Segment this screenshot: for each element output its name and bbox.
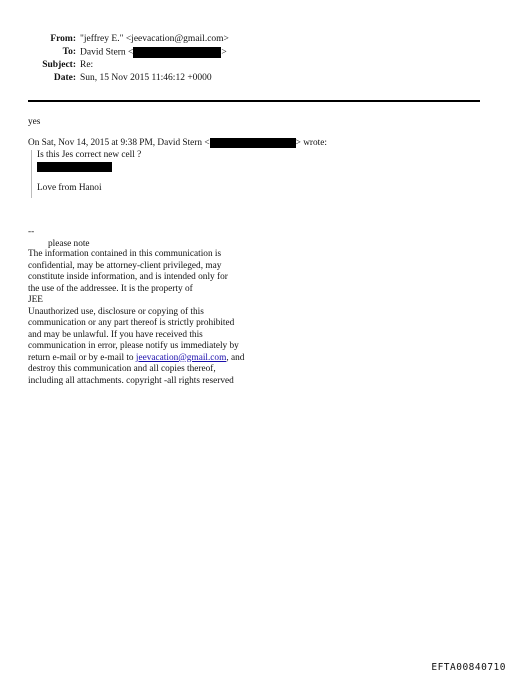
- disclaimer-line: JEE: [28, 295, 43, 305]
- date-label: Date:: [53, 73, 76, 83]
- disclaimer-line: communication in error, please notify us immediately by: [28, 341, 239, 351]
- disclaimer-link-prefix: return e-mail or by e-mail to: [28, 352, 136, 363]
- email-link[interactable]: jeevacation@gmail.com: [135, 352, 227, 363]
- quoted-line: Is this Jes correct new cell ?: [37, 150, 142, 160]
- please-note: please note: [48, 239, 90, 249]
- date-value: Sun, 15 Nov 2015 11:46:12 +0000: [80, 73, 212, 83]
- quote-intro: [28, 138, 327, 148]
- to-label: To:: [62, 47, 76, 57]
- quoted-signoff: Love from Hanoi: [37, 183, 102, 193]
- to-value-suffix: >: [221, 47, 227, 58]
- disclaimer-line: destroy this communication and all copies thereof,: [28, 364, 216, 374]
- redaction-block: [133, 47, 221, 58]
- document-id: EFTA00840710: [431, 662, 506, 673]
- disclaimer-line: the use of the addressee. It is the property of: [28, 283, 193, 294]
- from-label: From:: [50, 34, 76, 44]
- disclaimer-line: Unauthorized use, disclosure or copying of this: [28, 306, 204, 317]
- signature-separator: --: [28, 227, 35, 237]
- from-value: "jeffrey E." <jeevacation@gmail.com>: [80, 34, 229, 44]
- disclaimer-line: confidential, may be attorney-client privileged, may: [28, 260, 222, 271]
- quote-intro-suffix: > wrote:: [295, 138, 327, 149]
- subject-label: Subject:: [42, 60, 76, 70]
- reply-text: yes: [28, 117, 41, 127]
- redaction-block: [210, 138, 296, 148]
- disclaimer: [28, 249, 244, 387]
- quote-bar: [31, 150, 32, 198]
- redaction-block: [37, 162, 112, 172]
- subject-value: Re:: [80, 60, 94, 70]
- disclaimer-line: The information contained in this communication is: [28, 249, 222, 259]
- disclaimer-line: [28, 353, 244, 365]
- quote-intro-prefix: On Sat, Nov 14, 2015 at 9:38 PM, David Stern <: [28, 138, 210, 149]
- disclaimer-line: communication or any part thereof is strictly prohibited: [28, 318, 235, 328]
- disclaimer-line: including all attachments. copyright -all rights reserved: [28, 375, 234, 386]
- disclaimer-line: and may be unlawful. If you have received this: [28, 329, 203, 340]
- to-value-prefix: David Stern <: [80, 47, 134, 58]
- disclaimer-line: constitute inside information, and is intended only for: [28, 272, 228, 282]
- disclaimer-link-suffix: , and: [226, 352, 245, 363]
- header-divider: [28, 100, 480, 102]
- to-value: [80, 47, 227, 58]
